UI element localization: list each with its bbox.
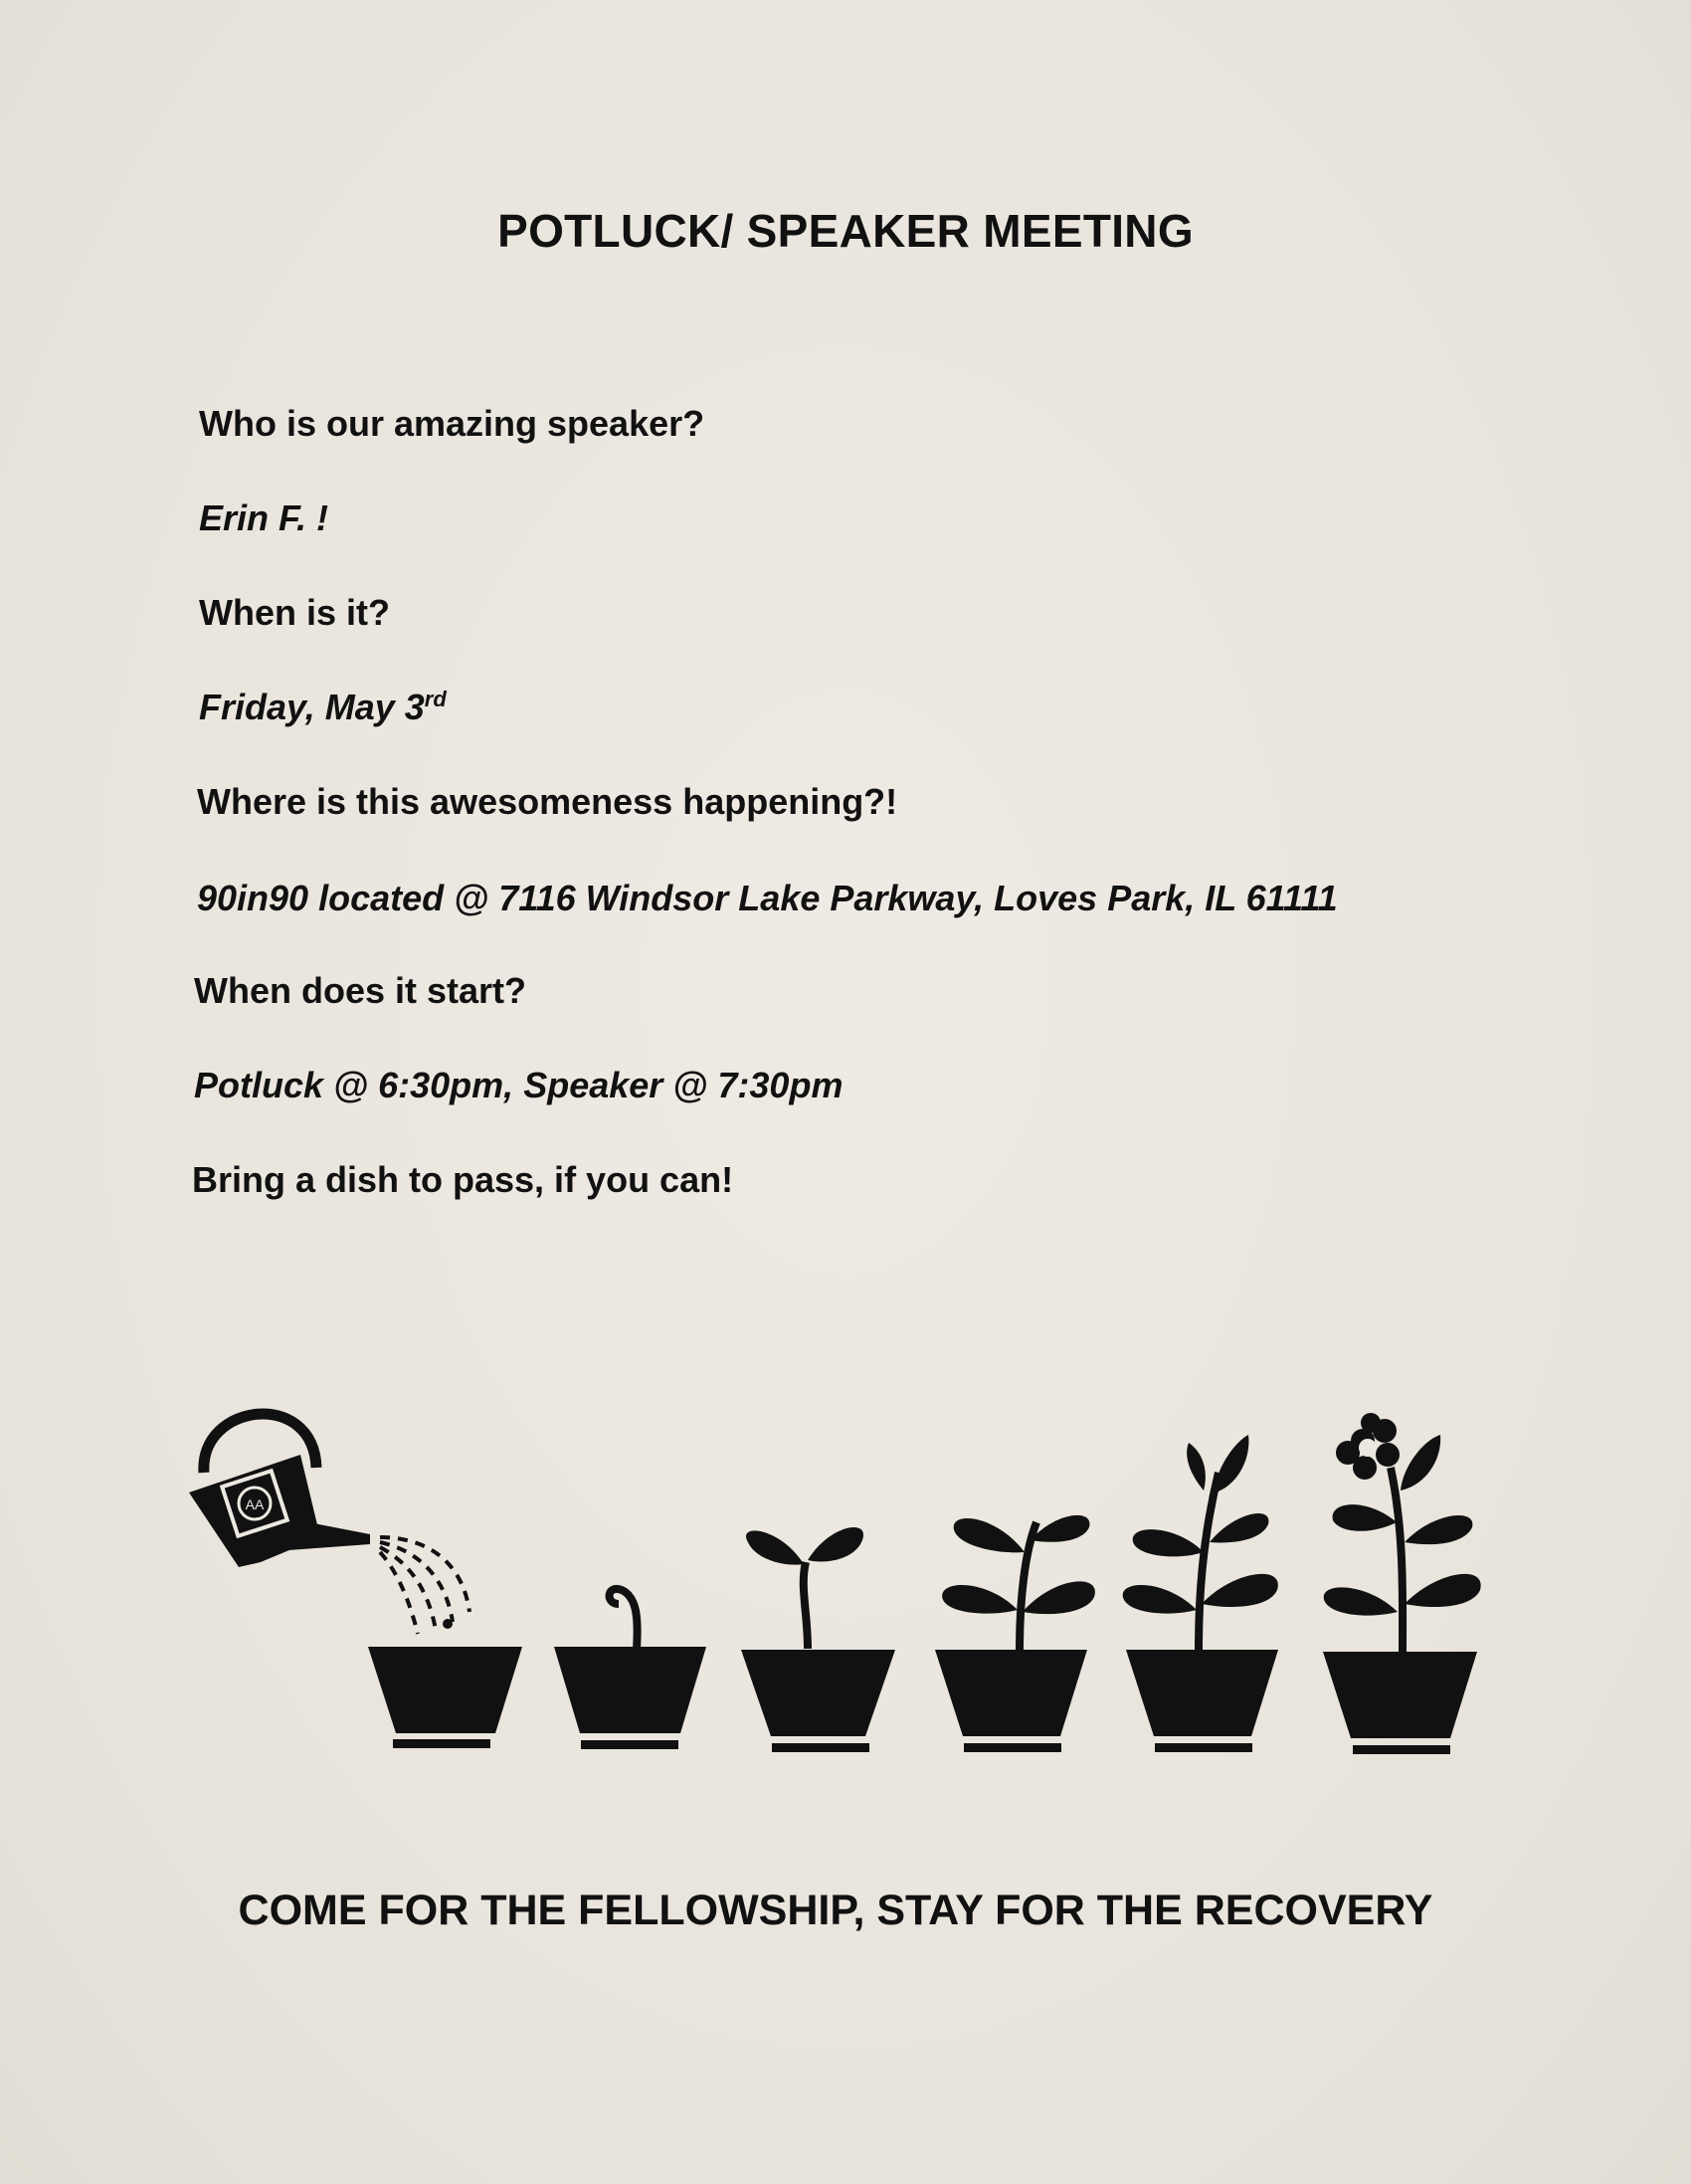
question-speaker: Who is our amazing speaker? (199, 403, 705, 444)
question-time: When does it start? (194, 970, 527, 1011)
pot-leafy-plant-icon (1123, 1435, 1278, 1752)
svg-text:AA: AA (245, 1496, 265, 1512)
pot-flowering-plant-icon (1323, 1413, 1481, 1754)
answer-speaker: Erin F. ! (199, 497, 329, 538)
watering-can-icon (189, 1414, 370, 1567)
tagline: COME FOR THE FELLOWSHIP, STAY FOR THE RECOVERY (238, 1886, 1433, 1934)
answer-time: Potluck @ 6:30pm, Speaker @ 7:30pm (194, 1065, 844, 1105)
water-spray-icon (380, 1537, 470, 1634)
question-location: Where is this awesomeness happening?! (197, 781, 898, 822)
pot-seed-icon (368, 1647, 522, 1748)
water-drop-icon (443, 1619, 453, 1629)
answer-location: 90in90 located @ 7116 Windsor Lake Parkway, Loves Park, IL 61111 (197, 878, 1338, 918)
plant-growth-illustration (0, 1373, 1691, 1791)
answer-date-suffix: rd (424, 687, 447, 711)
flyer-title: POTLUCK/ SPEAKER MEETING (497, 205, 1194, 257)
closing-note: Bring a dish to pass, if you can! (192, 1159, 734, 1200)
answer-date-text: Friday, May 3 (199, 687, 425, 727)
pot-young-plant-icon (935, 1515, 1095, 1752)
question-date: When is it? (199, 592, 390, 633)
answer-date (199, 687, 447, 728)
pot-seedling-icon (741, 1527, 895, 1752)
pot-sprout-icon (554, 1589, 706, 1749)
